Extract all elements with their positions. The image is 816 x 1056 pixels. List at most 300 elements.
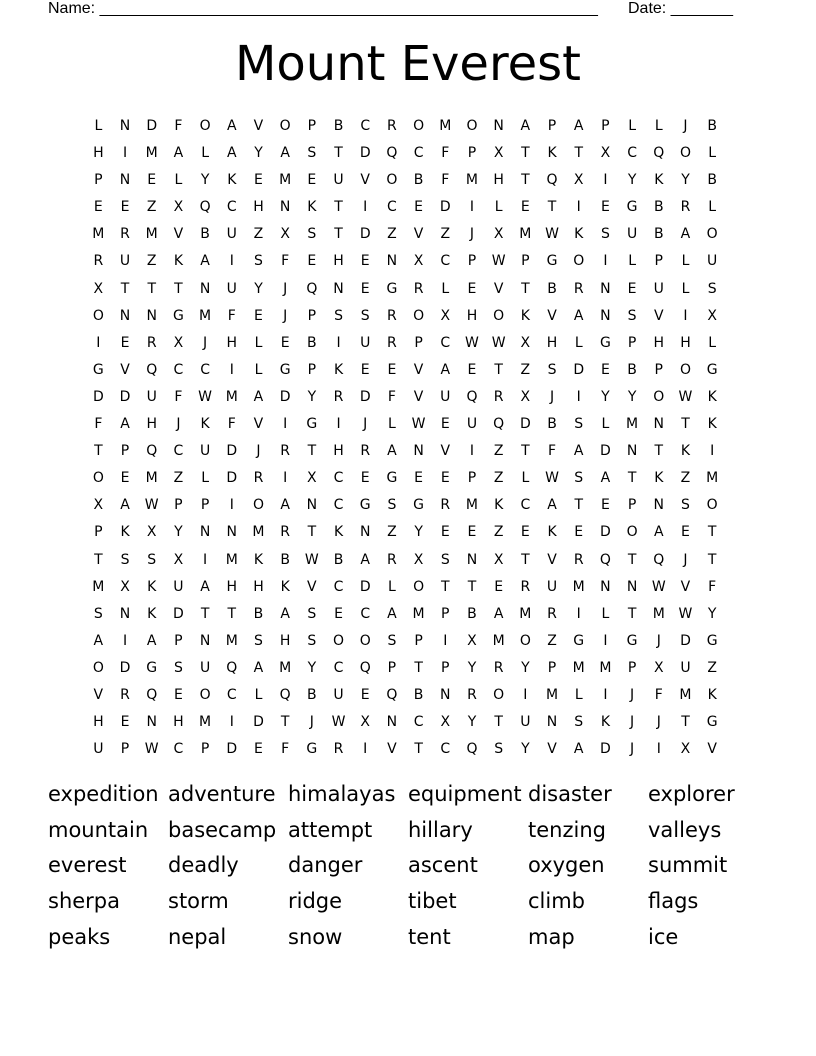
grid-letter[interactable]: L (94, 118, 103, 134)
grid-letter[interactable]: R (467, 686, 477, 703)
grid-letter[interactable]: K (147, 605, 157, 622)
grid-letter[interactable]: I (603, 253, 608, 270)
grid-letter[interactable]: W (545, 226, 559, 243)
grid-letter[interactable]: Q (386, 686, 398, 703)
grid-letter[interactable]: X (573, 172, 584, 189)
grid-letter[interactable]: E (414, 199, 424, 216)
grid-letter[interactable]: T (441, 578, 450, 595)
grid-letter[interactable]: C (387, 199, 397, 216)
grid-letter[interactable]: V (307, 578, 317, 595)
grid-letter[interactable]: R (547, 605, 557, 622)
grid-letter[interactable]: I (710, 443, 715, 460)
grid-letter[interactable]: R (520, 578, 531, 595)
grid-letter[interactable]: E (147, 172, 157, 189)
grid-letter[interactable]: L (388, 578, 396, 595)
grid-letter[interactable]: N (653, 416, 665, 433)
grid-letter[interactable]: X (173, 551, 184, 568)
grid-letter[interactable]: D (359, 578, 371, 595)
grid-letter[interactable]: S (681, 497, 690, 514)
grid-letter[interactable]: K (280, 578, 290, 595)
grid-letter[interactable]: C (333, 497, 344, 514)
grid-letter[interactable]: H (146, 416, 157, 433)
grid-letter[interactable]: S (360, 307, 370, 324)
grid-letter[interactable]: E (600, 199, 610, 216)
grid-letter[interactable]: V (413, 226, 424, 243)
grid-letter[interactable]: B (653, 199, 664, 216)
grid-letter[interactable]: L (628, 253, 636, 270)
grid-letter[interactable]: I (229, 497, 234, 514)
grid-letter[interactable]: O (679, 145, 691, 162)
grid-letter[interactable]: A (600, 470, 611, 487)
grid-letter[interactable]: M (145, 145, 158, 162)
grid-letter[interactable]: N (626, 443, 638, 460)
grid-letter[interactable]: M (225, 632, 238, 649)
grid-letter[interactable]: X (307, 470, 317, 487)
grid-letter[interactable]: E (414, 470, 424, 487)
grid-letter[interactable]: L (521, 470, 530, 487)
grid-letter[interactable]: Y (681, 172, 690, 189)
grid-letter[interactable]: K (200, 416, 210, 433)
grid-letter[interactable]: O (92, 659, 104, 676)
grid-letter[interactable]: A (547, 497, 557, 514)
grid-letter[interactable]: M (145, 226, 158, 243)
grid-letter[interactable]: C (226, 199, 237, 216)
grid-letter[interactable]: M (492, 632, 505, 649)
grid-letter[interactable]: B (333, 118, 344, 134)
grid-letter[interactable]: P (627, 334, 637, 351)
grid-letter[interactable]: E (173, 686, 183, 703)
grid-letter[interactable]: V (173, 226, 184, 243)
grid-letter[interactable]: E (574, 524, 584, 541)
grid-letter[interactable]: T (334, 145, 343, 162)
grid-letter[interactable]: E (440, 524, 450, 541)
grid-letter[interactable]: W (465, 334, 479, 351)
grid-letter[interactable]: A (573, 118, 584, 134)
grid-letter[interactable]: W (144, 497, 159, 514)
grid-letter[interactable]: M (572, 659, 585, 676)
grid-letter[interactable]: Q (599, 551, 611, 568)
grid-letter[interactable]: Q (279, 686, 291, 703)
grid-letter[interactable]: E (600, 497, 610, 514)
grid-letter[interactable]: T (707, 524, 717, 541)
grid-letter[interactable]: J (630, 714, 635, 731)
grid-letter[interactable]: E (360, 253, 370, 270)
grid-letter[interactable]: G (626, 199, 638, 216)
grid-letter[interactable]: X (146, 524, 157, 541)
grid-letter[interactable]: R (280, 524, 291, 541)
grid-letter[interactable]: H (93, 714, 104, 731)
grid-letter[interactable]: D (359, 145, 371, 162)
grid-letter[interactable]: B (253, 605, 264, 622)
grid-letter[interactable]: N (146, 714, 157, 731)
grid-letter[interactable]: L (201, 145, 209, 162)
grid-letter[interactable]: C (200, 361, 210, 378)
grid-letter[interactable]: L (708, 145, 717, 162)
grid-letter[interactable]: R (440, 497, 451, 514)
grid-letter[interactable]: K (707, 388, 717, 405)
grid-letter[interactable]: G (706, 361, 718, 378)
grid-letter[interactable]: U (93, 741, 104, 758)
grid-letter[interactable]: D (573, 361, 585, 378)
grid-letter[interactable]: H (680, 334, 691, 351)
grid-letter[interactable]: V (413, 388, 424, 405)
grid-letter[interactable]: B (547, 416, 557, 433)
grid-letter[interactable]: S (254, 632, 263, 649)
grid-letter[interactable]: P (307, 361, 317, 378)
grid-letter[interactable]: U (226, 280, 237, 297)
grid-letter[interactable]: F (281, 741, 290, 758)
grid-letter[interactable]: O (333, 632, 345, 649)
grid-letter[interactable]: T (307, 443, 317, 460)
grid-letter[interactable]: Q (546, 172, 558, 189)
grid-letter[interactable]: K (227, 172, 237, 189)
grid-letter[interactable]: T (707, 551, 717, 568)
grid-letter[interactable]: E (120, 714, 130, 731)
grid-letter[interactable]: V (253, 118, 264, 134)
grid-letter[interactable]: R (280, 443, 291, 460)
grid-letter[interactable]: K (600, 714, 610, 731)
grid-letter[interactable]: Z (387, 524, 397, 541)
grid-letter[interactable]: T (627, 470, 637, 487)
grid-letter[interactable]: G (546, 253, 558, 270)
grid-letter[interactable]: N (359, 524, 371, 541)
grid-letter[interactable]: R (120, 686, 130, 703)
grid-letter[interactable]: X (413, 551, 424, 568)
grid-letter[interactable]: K (574, 226, 584, 243)
grid-letter[interactable]: L (254, 334, 263, 351)
grid-letter[interactable]: T (227, 605, 237, 622)
grid-letter[interactable]: Q (386, 145, 398, 162)
grid-letter[interactable]: Z (493, 443, 504, 460)
grid-letter[interactable]: P (441, 605, 450, 622)
grid-letter[interactable]: I (122, 632, 128, 649)
grid-letter[interactable]: E (360, 686, 370, 703)
grid-letter[interactable]: Q (199, 199, 211, 216)
grid-letter[interactable]: B (547, 280, 557, 297)
grid-letter[interactable]: X (653, 659, 664, 676)
grid-letter[interactable]: A (280, 497, 290, 514)
grid-letter[interactable]: J (630, 741, 635, 758)
grid-letter[interactable]: P (547, 118, 557, 134)
grid-letter[interactable]: I (96, 334, 101, 351)
grid-letter[interactable]: O (92, 307, 104, 324)
grid-letter[interactable]: K (654, 470, 664, 487)
grid-letter[interactable]: I (603, 172, 608, 189)
grid-letter[interactable]: A (253, 388, 264, 405)
grid-letter[interactable]: S (147, 551, 157, 568)
grid-letter[interactable]: F (281, 253, 290, 270)
grid-letter[interactable]: X (493, 551, 504, 568)
grid-letter[interactable]: B (627, 361, 637, 378)
grid-letter[interactable]: J (469, 226, 475, 243)
grid-letter[interactable]: R (146, 334, 157, 351)
grid-letter[interactable]: I (469, 199, 475, 216)
grid-letter[interactable]: M (225, 388, 238, 405)
grid-letter[interactable]: P (627, 497, 637, 514)
grid-letter[interactable]: W (491, 334, 506, 351)
grid-letter[interactable]: C (173, 443, 184, 460)
grid-letter[interactable]: T (547, 199, 557, 216)
grid-letter[interactable]: A (200, 253, 210, 270)
grid-letter[interactable]: Y (627, 388, 637, 405)
grid-letter[interactable]: W (411, 416, 426, 433)
grid-letter[interactable]: X (93, 497, 104, 514)
grid-letter[interactable]: H (253, 578, 264, 595)
grid-letter[interactable]: K (307, 199, 317, 216)
grid-letter[interactable]: N (386, 714, 398, 731)
grid-letter[interactable]: W (198, 388, 213, 405)
grid-letter[interactable]: Y (254, 145, 263, 162)
grid-letter[interactable]: O (653, 388, 665, 405)
grid-letter[interactable]: T (147, 280, 156, 297)
grid-letter[interactable]: A (226, 118, 237, 134)
grid-letter[interactable]: X (600, 145, 611, 162)
grid-letter[interactable]: R (93, 253, 104, 270)
grid-letter[interactable]: R (573, 551, 584, 568)
grid-letter[interactable]: T (307, 524, 317, 541)
grid-letter[interactable]: O (199, 118, 211, 134)
grid-letter[interactable]: P (654, 361, 663, 378)
grid-letter[interactable]: O (679, 361, 691, 378)
grid-letter[interactable]: R (387, 551, 397, 568)
grid-letter[interactable]: C (333, 659, 344, 676)
grid-letter[interactable]: Z (173, 470, 184, 487)
grid-letter[interactable]: L (628, 118, 636, 134)
grid-letter[interactable]: I (229, 253, 234, 270)
grid-letter[interactable]: Y (200, 172, 210, 189)
grid-letter[interactable]: C (360, 118, 371, 134)
grid-letter[interactable]: B (707, 118, 717, 134)
grid-letter[interactable]: L (388, 416, 396, 433)
grid-letter[interactable]: K (253, 551, 264, 568)
grid-letter[interactable]: L (174, 172, 183, 189)
grid-letter[interactable]: D (146, 118, 158, 134)
grid-letter[interactable]: N (600, 307, 611, 324)
grid-letter[interactable]: D (600, 443, 611, 460)
grid-letter[interactable]: N (333, 280, 344, 297)
grid-letter[interactable]: P (307, 307, 317, 324)
grid-letter[interactable]: Z (146, 199, 157, 216)
grid-letter[interactable]: H (546, 334, 558, 351)
grid-letter[interactable]: C (440, 334, 451, 351)
grid-letter[interactable]: T (681, 416, 690, 433)
grid-letter[interactable]: K (173, 253, 183, 270)
grid-letter[interactable]: Q (226, 659, 238, 676)
grid-letter[interactable]: P (174, 632, 183, 649)
grid-letter[interactable]: V (680, 578, 691, 595)
grid-letter[interactable]: T (494, 361, 503, 378)
grid-letter[interactable]: V (547, 741, 557, 758)
grid-letter[interactable]: A (200, 578, 210, 595)
grid-letter[interactable]: D (600, 741, 611, 758)
grid-letter[interactable]: O (466, 118, 478, 134)
name-field[interactable]: Name: ________________________________________________________ (48, 0, 598, 17)
grid-letter[interactable]: U (199, 443, 211, 460)
grid-letter[interactable]: H (333, 443, 344, 460)
grid-letter[interactable]: N (440, 686, 451, 703)
grid-letter[interactable]: J (283, 307, 288, 324)
grid-letter[interactable]: V (360, 172, 370, 189)
grid-letter[interactable]: A (387, 605, 397, 622)
grid-letter[interactable]: P (601, 118, 610, 134)
grid-letter[interactable]: L (574, 334, 583, 351)
grid-letter[interactable]: T (174, 280, 183, 297)
grid-letter[interactable]: C (173, 741, 184, 758)
grid-letter[interactable]: D (680, 632, 691, 649)
grid-letter[interactable]: R (387, 307, 397, 324)
grid-letter[interactable]: W (304, 551, 319, 568)
grid-letter[interactable]: E (494, 578, 504, 595)
grid-letter[interactable]: V (253, 416, 264, 433)
grid-letter[interactable]: N (600, 578, 611, 595)
grid-letter[interactable]: O (252, 497, 264, 514)
grid-letter[interactable]: R (360, 443, 371, 460)
grid-letter[interactable]: N (306, 497, 318, 514)
grid-letter[interactable]: O (493, 307, 505, 324)
grid-letter[interactable]: P (174, 497, 183, 514)
grid-letter[interactable]: I (523, 686, 528, 703)
grid-letter[interactable]: A (93, 632, 104, 649)
grid-letter[interactable]: T (521, 172, 530, 189)
grid-letter[interactable]: Y (467, 659, 477, 676)
grid-letter[interactable]: L (654, 118, 663, 134)
grid-letter[interactable]: M (199, 714, 212, 731)
grid-letter[interactable]: P (467, 253, 477, 270)
grid-letter[interactable]: S (387, 632, 397, 649)
grid-letter[interactable]: U (333, 686, 344, 703)
grid-letter[interactable]: A (120, 497, 130, 514)
grid-letter[interactable]: M (145, 470, 158, 487)
grid-letter[interactable]: N (226, 524, 238, 541)
grid-letter[interactable]: Y (174, 524, 183, 541)
grid-letter[interactable]: M (252, 524, 265, 541)
grid-letter[interactable]: H (493, 172, 504, 189)
grid-letter[interactable]: C (413, 714, 424, 731)
grid-letter[interactable]: D (226, 470, 238, 487)
grid-letter[interactable]: K (680, 443, 691, 460)
grid-letter[interactable]: M (572, 578, 585, 595)
grid-letter[interactable]: Q (359, 659, 371, 676)
grid-letter[interactable]: Y (627, 172, 637, 189)
grid-letter[interactable]: F (387, 388, 396, 405)
grid-letter[interactable]: R (493, 388, 504, 405)
grid-letter[interactable]: W (678, 388, 693, 405)
grid-letter[interactable]: I (203, 551, 208, 568)
grid-letter[interactable]: Z (493, 470, 504, 487)
grid-letter[interactable]: G (172, 307, 184, 324)
grid-letter[interactable]: Y (307, 659, 317, 676)
grid-letter[interactable]: G (626, 632, 638, 649)
grid-letter[interactable]: E (627, 280, 637, 297)
grid-letter[interactable]: H (653, 334, 665, 351)
grid-letter[interactable]: I (469, 443, 475, 460)
grid-letter[interactable]: R (680, 199, 691, 216)
grid-letter[interactable]: N (199, 524, 211, 541)
grid-letter[interactable]: O (626, 524, 638, 541)
grid-letter[interactable]: P (307, 118, 317, 134)
grid-letter[interactable]: W (144, 741, 159, 758)
grid-letter[interactable]: F (174, 388, 183, 405)
grid-letter[interactable]: S (547, 361, 557, 378)
grid-letter[interactable]: P (414, 334, 423, 351)
grid-letter[interactable]: J (176, 416, 181, 433)
grid-letter[interactable]: L (254, 686, 263, 703)
grid-letter[interactable]: O (706, 226, 718, 243)
grid-letter[interactable]: N (146, 307, 157, 324)
grid-letter[interactable]: A (253, 659, 264, 676)
grid-letter[interactable]: E (360, 280, 370, 297)
grid-letter[interactable]: N (626, 578, 638, 595)
grid-letter[interactable]: D (92, 388, 104, 405)
grid-letter[interactable]: S (307, 632, 317, 649)
grid-letter[interactable]: O (706, 497, 718, 514)
grid-letter[interactable]: X (520, 334, 531, 351)
grid-letter[interactable]: V (493, 280, 504, 297)
grid-letter[interactable]: A (573, 443, 584, 460)
grid-letter[interactable]: I (363, 741, 368, 758)
grid-letter[interactable]: L (708, 334, 717, 351)
grid-letter[interactable]: P (467, 145, 477, 162)
grid-letter[interactable]: X (440, 714, 451, 731)
grid-letter[interactable]: Q (146, 443, 158, 460)
grid-letter[interactable]: M (519, 605, 532, 622)
grid-letter[interactable]: P (521, 253, 530, 270)
grid-letter[interactable]: M (279, 659, 292, 676)
grid-letter[interactable]: U (333, 172, 344, 189)
grid-letter[interactable]: U (546, 578, 558, 595)
grid-letter[interactable]: J (683, 551, 688, 568)
grid-letter[interactable]: J (256, 443, 261, 460)
grid-letter[interactable]: P (467, 470, 477, 487)
grid-letter[interactable]: T (521, 551, 530, 568)
grid-letter[interactable]: M (519, 226, 532, 243)
grid-letter[interactable]: R (493, 659, 504, 676)
grid-letter[interactable]: U (440, 388, 451, 405)
grid-letter[interactable]: W (651, 578, 666, 595)
grid-letter[interactable]: Z (146, 253, 157, 270)
grid-letter[interactable]: F (94, 416, 103, 433)
grid-letter[interactable]: E (334, 605, 343, 622)
grid-letter[interactable]: L (708, 199, 717, 216)
grid-letter[interactable]: U (680, 659, 691, 676)
grid-letter[interactable]: Y (307, 388, 317, 405)
grid-letter[interactable]: I (576, 199, 581, 216)
grid-letter[interactable]: B (707, 172, 717, 189)
grid-letter[interactable]: E (120, 470, 130, 487)
grid-letter[interactable]: T (334, 226, 343, 243)
grid-letter[interactable]: K (707, 416, 717, 433)
grid-letter[interactable]: S (307, 605, 317, 622)
grid-letter[interactable]: V (413, 361, 424, 378)
grid-letter[interactable]: T (521, 145, 530, 162)
grid-letter[interactable]: X (493, 145, 504, 162)
grid-letter[interactable]: B (413, 686, 424, 703)
grid-letter[interactable]: O (413, 578, 425, 595)
grid-letter[interactable]: K (333, 524, 344, 541)
grid-letter[interactable]: T (414, 659, 423, 676)
grid-letter[interactable]: X (413, 253, 424, 270)
grid-letter[interactable]: C (440, 253, 451, 270)
grid-letter[interactable]: A (520, 118, 531, 134)
grid-letter[interactable]: S (574, 470, 584, 487)
grid-letter[interactable]: B (467, 605, 477, 622)
grid-letter[interactable]: U (360, 334, 371, 351)
grid-letter[interactable]: V (547, 551, 557, 568)
grid-letter[interactable]: A (226, 145, 237, 162)
grid-letter[interactable]: R (253, 470, 264, 487)
grid-letter[interactable]: F (441, 172, 450, 189)
grid-letter[interactable]: L (441, 280, 450, 297)
